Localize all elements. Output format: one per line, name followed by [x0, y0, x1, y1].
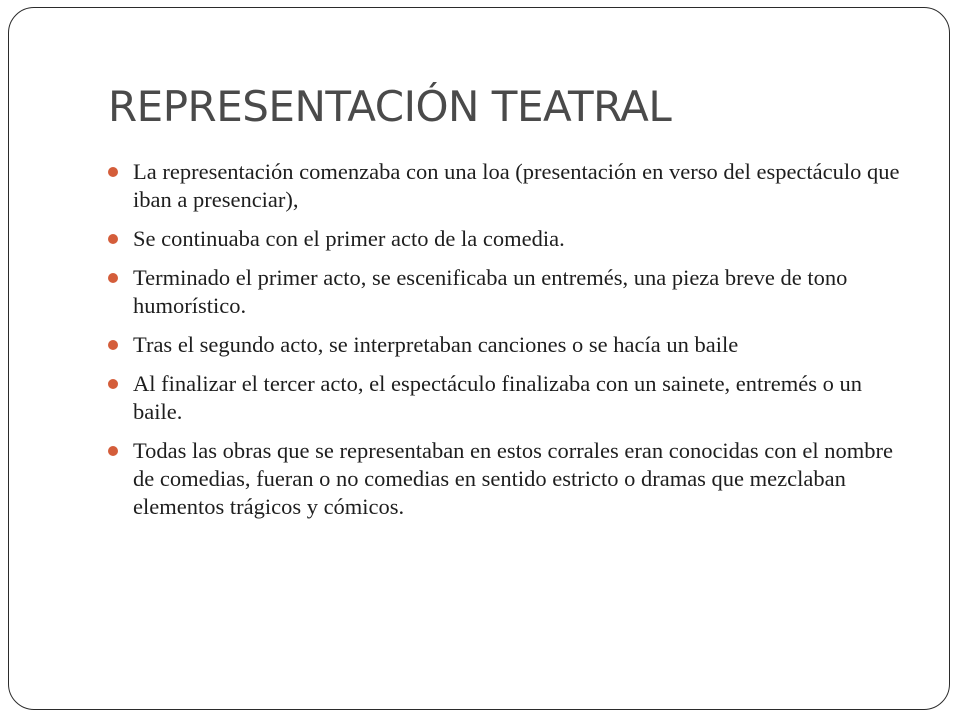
bullet-item [106, 437, 916, 521]
bullet-item [106, 370, 916, 426]
bullet-text: Al finalizar el tercer acto, el espectáculo finalizaba con un sainete, entremés o un baile. [133, 371, 863, 424]
bullet-dot-icon [108, 234, 118, 244]
bullet-item [106, 225, 916, 253]
slide-title: REPRESENTACIÓN TEATRAL [108, 82, 672, 131]
bullet-dot-icon [108, 167, 118, 177]
bullet-dot-icon [108, 446, 118, 456]
bullet-item [106, 264, 916, 320]
bullet-dot-icon [108, 340, 118, 350]
bullet-dot-icon [108, 379, 118, 389]
bullet-text: Tras el segundo acto, se interpretaban canciones o se hacía un baile [133, 332, 739, 357]
bullet-item [106, 158, 916, 214]
bullet-item [106, 331, 916, 359]
bullet-text: Todas las obras que se representaban en estos corrales eran conocidas con el nombre de comedias, fueran o no comedias en sentido estricto o dramas que mezclaban elementos trágicos y cómicos. [133, 438, 894, 519]
bullet-text: Terminado el primer acto, se escenificaba un entremés, una pieza breve de tono humorístico. [133, 265, 848, 318]
bullet-text: Se continuaba con el primer acto de la comedia. [133, 226, 565, 251]
bullet-text: La representación comenzaba con una loa (presentación en verso del espectáculo que iban a presenciar), [133, 159, 900, 212]
bullet-list [106, 158, 916, 532]
bullet-dot-icon [108, 273, 118, 283]
